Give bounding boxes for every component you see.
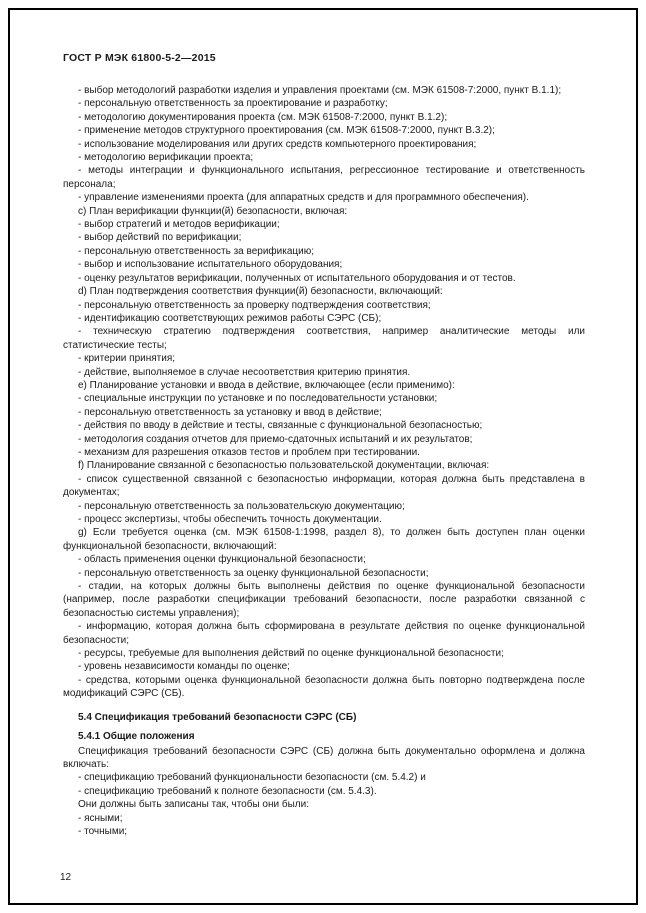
list-item: - идентификацию соответствующих режимов работы СЭРС (СБ);: [78, 312, 382, 324]
list-item: - критерии принятия;: [78, 353, 176, 365]
list-item: - выбор и использование испытательного оборудования;: [78, 259, 343, 271]
list-item: - ясными;: [78, 812, 123, 824]
paragraph: c) План верификации функции(й) безопасности, включая:: [78, 205, 348, 217]
list-item: - спецификацию требований функциональности безопасности (см. 5.4.2) и: [78, 772, 426, 784]
list-item: - область применения оценки функциональной безопасности;: [78, 554, 366, 566]
page-number: 12: [60, 872, 72, 883]
list-item: - уровень независимости команды по оценке;: [78, 661, 290, 673]
list-item: - спецификацию требований к полноте безопасности (см. 5.4.3).: [78, 785, 377, 797]
list-item: - персональную ответственность за пользовательскую документацию;: [78, 500, 405, 512]
document-body: [63, 84, 585, 838]
list-item: - стадии, на которых должны быть выполнены действия по оценке функциональной безопасности (например, после разработки спецификации требований безопасности, после разработки связанной с безопасностью системы управления);: [63, 581, 585, 619]
paragraph: Они должны быть записаны так, чтобы они были:: [78, 799, 309, 811]
paragraph: e) Планирование установки и ввода в действие, включающее (если применимо):: [78, 379, 455, 391]
document-header: ГОСТ Р МЭК 61800-5-2—2015: [63, 52, 216, 64]
list-item: - оценку результатов верификации, полученных от испытательного оборудования и от тестов.: [78, 272, 516, 284]
list-item: - механизм для разрешения отказов тестов и проблем при тестировании.: [78, 446, 420, 458]
section-heading: 5.4 Спецификация требований безопасности СЭРС (СБ): [78, 711, 357, 723]
list-item: - методы интеграции и функционального испытания, регрессионное тестирование и ответственность персонала;: [63, 165, 585, 190]
page-content: [63, 52, 585, 838]
list-item: - персональную ответственность за проверку подтверждения соответствия;: [78, 299, 431, 311]
list-item: - использование моделирования или других средств компьютерного проектирования;: [78, 138, 477, 150]
paragraph: Спецификация требований безопасности СЭРС (СБ) должна быть документально оформлена и должна включать:: [63, 745, 585, 770]
list-item: - средства, которыми оценка функциональной безопасности должна быть повторно подтверждена после модификаций СЭРС (СБ).: [63, 674, 585, 700]
list-item: - персональную ответственность за проектирование и разработку;: [78, 98, 388, 110]
paragraph: d) План подтверждения соответствия функции(й) безопасности, включающий:: [78, 286, 443, 298]
list-item: - процесс экспертизы, чтобы обеспечить точность документации.: [78, 514, 382, 525]
paragraph: g) Если требуется оценка (см. МЭК 61508-1:1998, раздел 8), то должен быть доступен план оценки функциональной безопасности, включающий:: [63, 527, 585, 552]
list-item: - персональную ответственность за верификацию;: [78, 245, 314, 257]
list-item: - ресурсы, требуемые для выполнения действий по оценке функциональной безопасности;: [78, 648, 504, 660]
list-item: - список существенной связанной с безопасностью информации, которая должна быть представлена в документах;: [63, 473, 585, 499]
list-item: - техническую стратегию подтверждения соответствия, например аналитические методы или статистические тесты;: [63, 326, 585, 351]
list-item: - выбор действий по верификации;: [78, 232, 242, 244]
list-item: - методологию верификации проекта;: [78, 152, 254, 164]
list-item: - специальные инструкции по установке и по последовательности установки;: [78, 393, 438, 405]
list-item: - выбор методологий разработки изделия и управления проектами (см. МЭК 61508-7:2000, пункт В.1.1);: [78, 85, 562, 96]
list-item: - информацию, которая должна быть сформирована в результате действия по оценке функциональной безопасности;: [63, 621, 585, 646]
list-item: - управление изменениями проекта (для аппаратных средств и для программного обеспечения).: [78, 192, 529, 204]
list-item: - методологию документирования проекта (см. МЭК 61508-7:2000, пункт В.1.2);: [78, 111, 448, 123]
section-heading: 5.4.1 Общие положения: [78, 731, 195, 743]
list-item: - выбор стратегий и методов верификации;: [78, 219, 280, 231]
paragraph: f) Планирование связанной с безопасностью пользовательской документации, включая:: [78, 460, 490, 472]
list-item: - действие, выполняемое в случае несоответствия критерию принятия.: [78, 366, 411, 378]
list-item: - персональную ответственность за оценку функциональной безопасности;: [78, 567, 429, 579]
list-item: - действия по вводу в действие и тесты, связанные с функциональной безопасностью;: [78, 420, 483, 432]
list-item: - методология создания отчетов для приемо-сдаточных испытаний и их результатов;: [78, 433, 473, 445]
list-item: - персональную ответственность за установку и ввод в действие;: [78, 406, 382, 418]
list-item: - применение методов структурного проектирования (см. МЭК 61508-7:2000, пункт В.3.2);: [78, 125, 495, 137]
list-item: - точными;: [78, 825, 128, 837]
